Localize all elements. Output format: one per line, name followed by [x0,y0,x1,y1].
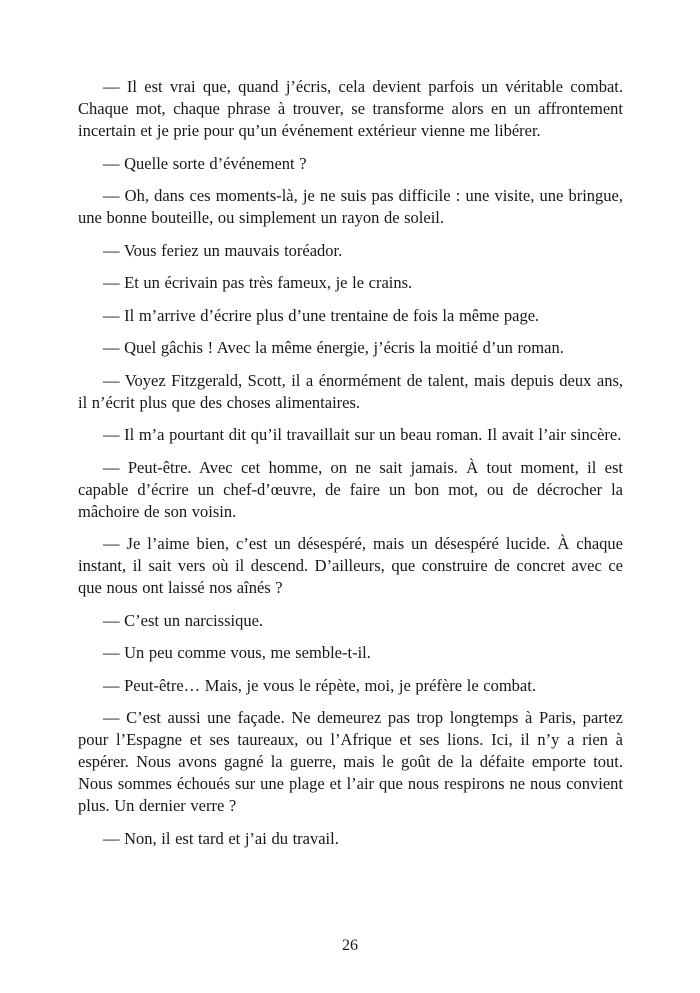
dialogue-paragraph: — Et un écrivain pas très fameux, je le crains. [103,273,413,292]
dialogue-paragraph: — Voyez Fitzgerald, Scott, il a énormément de talent, mais depuis deux ans, il n’écrit plus que des choses alimentaires. [78,370,623,412]
dialogue-paragraph: — Quelle sorte d’événement ? [103,153,307,173]
dialogue-paragraph: — Peut-être. Avec cet homme, on ne sait jamais. À tout moment, il est capable d’écrire un chef-d’œuvre, de faire un bon mot, ou de décrocher la mâchoire de son voisin. [78,457,623,521]
dialogue-paragraph: — Oh, dans ces moments-là, je ne suis pas difficile : une visite, une bringue, une bonne bouteille, ou simplement un rayon de soleil. [78,186,623,227]
page-text-block [78,76,623,860]
dialogue-paragraph: — C’est aussi une façade. Ne demeurez pas trop longtemps à Paris, partez pour l’Espagne et ses taureaux, ou l’Afrique et ses lions. Ici, il n’y a rien à espérer. Nous avons gagné la guerre, mais le goût de la défaite emporte tout. Nous sommes échoués sur une plage et l’air que nous respirons ne nous convient plus. Un dernier verre ? [78,708,623,815]
dialogue-paragraph: — C’est un narcissique. [103,610,264,630]
dialogue-paragraph: — Quel gâchis ! Avec la même énergie, j’écris la moitié d’un roman. [103,338,564,357]
dialogue-paragraph: — Il m’arrive d’écrire plus d’une trentaine de fois la même page. [103,305,540,325]
dialogue-paragraph: — Je l’aime bien, c’est un désespéré, mais un désespéré lucide. À chaque instant, il sait vers où il descend. D’ailleurs, que construire de concret avec ce que nous ont laissé nos aînés ? [78,534,623,597]
dialogue-paragraph: — Un peu comme vous, me semble-t-il. [103,643,371,662]
page-number: 26 [342,937,358,954]
dialogue-paragraph: — Peut-être… Mais, je vous le répète, moi, je préfère le combat. [103,675,536,695]
dialogue-paragraph: — Vous feriez un mauvais toréador. [103,240,343,260]
dialogue-paragraph: — Il m’a pourtant dit qu’il travaillait sur un beau roman. Il avait l’air sincère. [103,425,622,444]
dialogue-paragraph: — Non, il est tard et j’ai du travail. [103,828,339,848]
dialogue-paragraph: — Il est vrai que, quand j’écris, cela devient parfois un véritable combat. Chaque mot, chaque phrase à trouver, se transforme alors en un affrontement incertain et je prie pour qu’un événement extérieur vienne me libérer. [78,77,623,140]
